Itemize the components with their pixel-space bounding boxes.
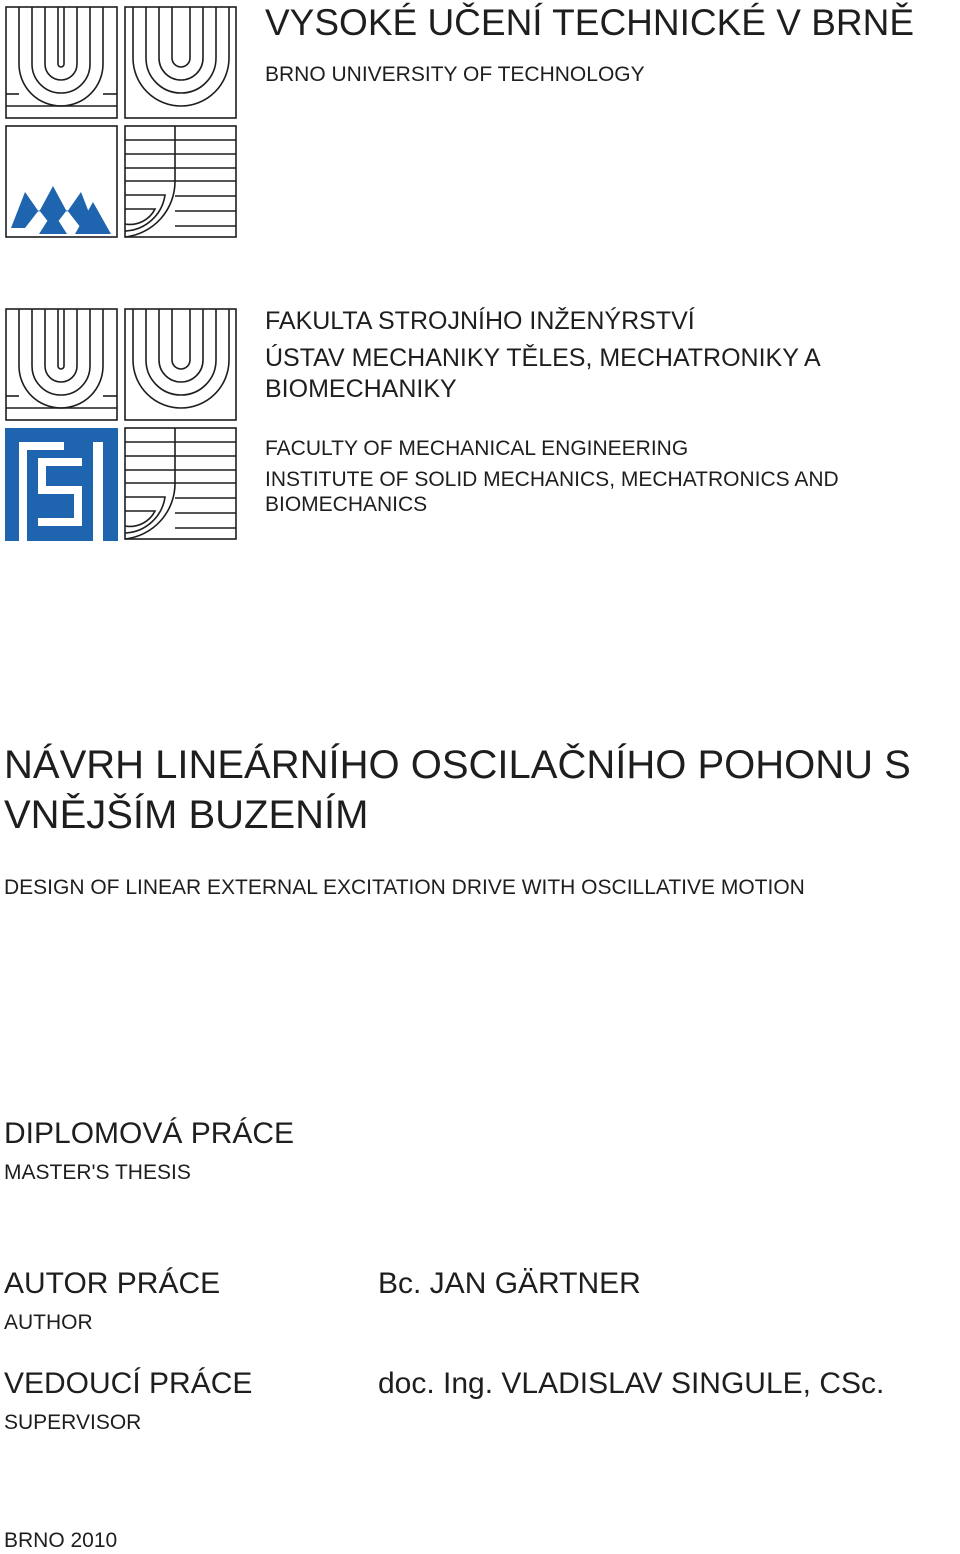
- faculty-name-cz: FAKULTA STROJNÍHO INŽENÝRSTVÍ: [265, 307, 695, 335]
- thesis-type-cz: DIPLOMOVÁ PRÁCE: [4, 1117, 295, 1150]
- fsi-logo-icon: [5, 308, 239, 542]
- author-label-en: AUTHOR: [4, 1311, 93, 1334]
- thesis-type-en: MASTER'S THESIS: [4, 1161, 191, 1184]
- thesis-title-cz-line-2: VNĚJŠÍM BUZENÍM: [4, 793, 369, 837]
- institute-name-cz-line-1: ÚSTAV MECHANIKY TĚLES, MECHATRONIKY A: [265, 344, 821, 372]
- university-name-cz: VYSOKÉ UČENÍ TECHNICKÉ V BRNĚ: [265, 2, 915, 43]
- thesis-title-cz-line-1: NÁVRH LINEÁRNÍHO OSCILAČNÍHO POHONU S: [4, 743, 911, 787]
- supervisor-label-en: SUPERVISOR: [4, 1411, 142, 1434]
- supervisor-label-cz: VEDOUCÍ PRÁCE: [4, 1367, 253, 1400]
- institute-name-en-line-2: BIOMECHANICS: [265, 493, 428, 516]
- institute-name-cz-line-2: BIOMECHANIKY: [265, 375, 457, 403]
- faculty-name-en: FACULTY OF MECHANICAL ENGINEERING: [265, 437, 689, 460]
- author-name: Bc. JAN GÄRTNER: [378, 1267, 641, 1300]
- university-name-en: BRNO UNIVERSITY OF TECHNOLOGY: [265, 63, 645, 86]
- author-label-cz: AUTOR PRÁCE: [4, 1267, 221, 1300]
- institute-name-en-line-1: INSTITUTE OF SOLID MECHANICS, MECHATRONICS AND: [265, 468, 839, 491]
- supervisor-name: doc. Ing. VLADISLAV SINGULE, CSc.: [378, 1367, 885, 1400]
- thesis-title-en: DESIGN OF LINEAR EXTERNAL EXCITATION DRIVE WITH OSCILLATIVE MOTION: [4, 876, 805, 899]
- place-and-year: BRNO 2010: [4, 1529, 118, 1552]
- vut-logo-icon: [5, 6, 239, 240]
